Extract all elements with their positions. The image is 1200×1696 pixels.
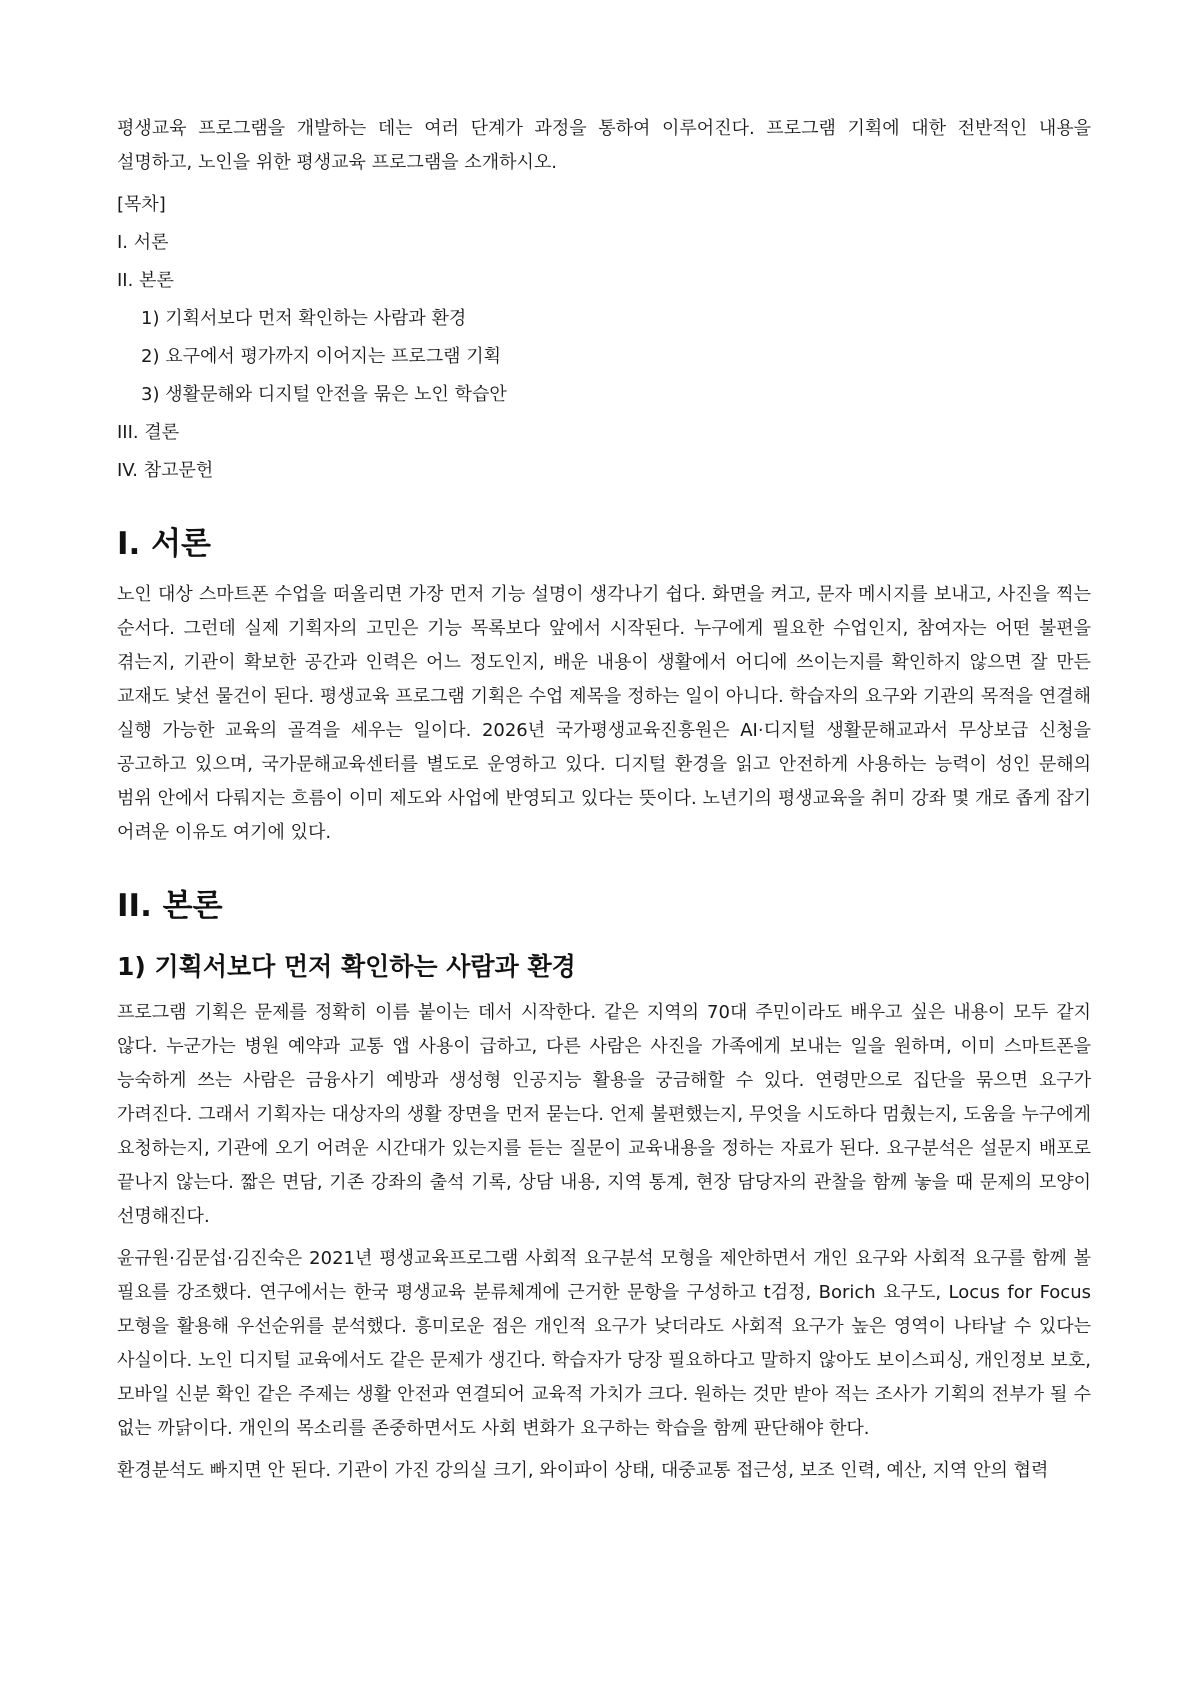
- body-paragraph: 윤규원·김문섭·김진숙은 2021년 평생교육프로그램 사회적 요구분석 모형을 제안하면서 개인 요구와 사회적 요구를 함께 볼 필요를 강조했다. 연구에서는 한국 평생교육 분류체계에 근거한 문항을 구성하고 t검정, Borich 요구도, Locus for Focus 모형을 활용해 우선순위를 분석했다. 흥미로운 점은 개인적 요구가 낮더라도 사회적 요구가 높은 영역이 나타날 수 있다는 사실이다. 노인 디지털 교육에서도 같은 문제가 생긴다. 학습자가 당장 필요하다고 말하지 않아도 보이스피싱, 개인정보 보호, 모바일 신분 확인 같은 주제는 생활 안전과 연결되어 교육적 가치가 크다. 원하는 것만 받아 적는 조사가 기획의 전부가 될 수 없는 까닭이다. 개인의 목소리를 존중하면서도 사회 변화가 요구하는 학습을 함께 판단해야 한다.: [117, 1248, 1091, 1439]
- toc-item: II. 본론: [117, 270, 174, 291]
- assignment-prompt: 평생교육 프로그램을 개발하는 데는 여러 단계가 과정을 통하여 이루어진다. 프로그램 기획에 대한 전반적인 내용을 설명하고, 노인을 위한 평생교육 프로그램을 소개하시오.: [117, 118, 1091, 173]
- subsection-heading: 1) 기획서보다 먼저 확인하는 사람과 환경: [117, 952, 576, 981]
- toc-item: III. 결론: [117, 422, 180, 443]
- toc-subitem: 3) 생활문해와 디지털 안전을 묶은 노인 학습안: [141, 384, 507, 405]
- section-heading-introduction: I. 서론: [117, 526, 211, 562]
- body-paragraph: 환경분석도 빠지면 안 된다. 기관이 가진 강의실 크기, 와이파이 상태, 대중교통 접근성, 보조 인력, 예산, 지역 안의 협력: [117, 1460, 1049, 1481]
- section-heading-body: II. 본론: [117, 888, 223, 924]
- toc-subitem: 2) 요구에서 평가까지 이어지는 프로그램 기획: [141, 346, 502, 367]
- toc-item: IV. 참고문헌: [117, 460, 214, 481]
- body-paragraph: 노인 대상 스마트폰 수업을 떠올리면 가장 먼저 기능 설명이 생각나기 쉽다. 화면을 켜고, 문자 메시지를 보내고, 사진을 찍는 순서다. 그런데 실제 기획자의 고민은 기능 목록보다 앞에서 시작된다. 누구에게 필요한 수업인지, 참여자는 어떤 불편을 겪는지, 기관이 확보한 공간과 인력은 어느 정도인지, 배운 내용이 생활에서 어디에 쓰이는지를 확인하지 않으면 잘 만든 교재도 낯선 물건이 된다. 평생교육 프로그램 기획은 수업 제목을 정하는 일이 아니다. 학습자의 요구와 기관의 목적을 연결해 실행 가능한 교육의 골격을 세우는 일이다. 2026년 국가평생교육진흥원은 AI·디지털 생활문해교과서 무상보급 신청을 공고하고 있으며, 국가문해교육센터를 별도로 운영하고 있다. 디지털 환경을 읽고 안전하게 사용하는 능력이 성인 문해의 범위 안에서 다뤄지는 흐름이 이미 제도와 사업에 반영되고 있다는 뜻이다. 노년기의 평생교육을 취미 강좌 몇 개로 좁게 잡기 어려운 이유도 여기에 있다.: [117, 584, 1091, 843]
- toc-item: I. 서론: [117, 232, 169, 253]
- toc-subitem: 1) 기획서보다 먼저 확인하는 사람과 환경: [141, 308, 467, 329]
- toc-title: [목차]: [117, 194, 166, 215]
- body-paragraph: 프로그램 기획은 문제를 정확히 이름 붙이는 데서 시작한다. 같은 지역의 70대 주민이라도 배우고 싶은 내용이 모두 같지 않다. 누군가는 병원 예약과 교통 앱 사용이 급하고, 다른 사람은 사진을 가족에게 보내는 일을 원하며, 이미 스마트폰을 능숙하게 쓰는 사람은 금융사기 예방과 생성형 인공지능 활용을 궁금해할 수 있다. 연령만으로 집단을 묶으면 요구가 가려진다. 그래서 기획자는 대상자의 생활 장면을 먼저 묻는다. 언제 불편했는지, 무엇을 시도하다 멈췄는지, 도움을 누구에게 요청하는지, 기관에 오기 어려운 시간대가 있는지를 듣는 질문이 교육내용을 정하는 자료가 된다. 요구분석은 설문지 배포로 끝나지 않는다. 짧은 면담, 기존 강좌의 출석 기록, 상담 내용, 지역 통계, 현장 담당자의 관찰을 함께 놓을 때 문제의 모양이 선명해진다.: [117, 1002, 1091, 1227]
- table-of-contents: [117, 188, 1091, 488]
